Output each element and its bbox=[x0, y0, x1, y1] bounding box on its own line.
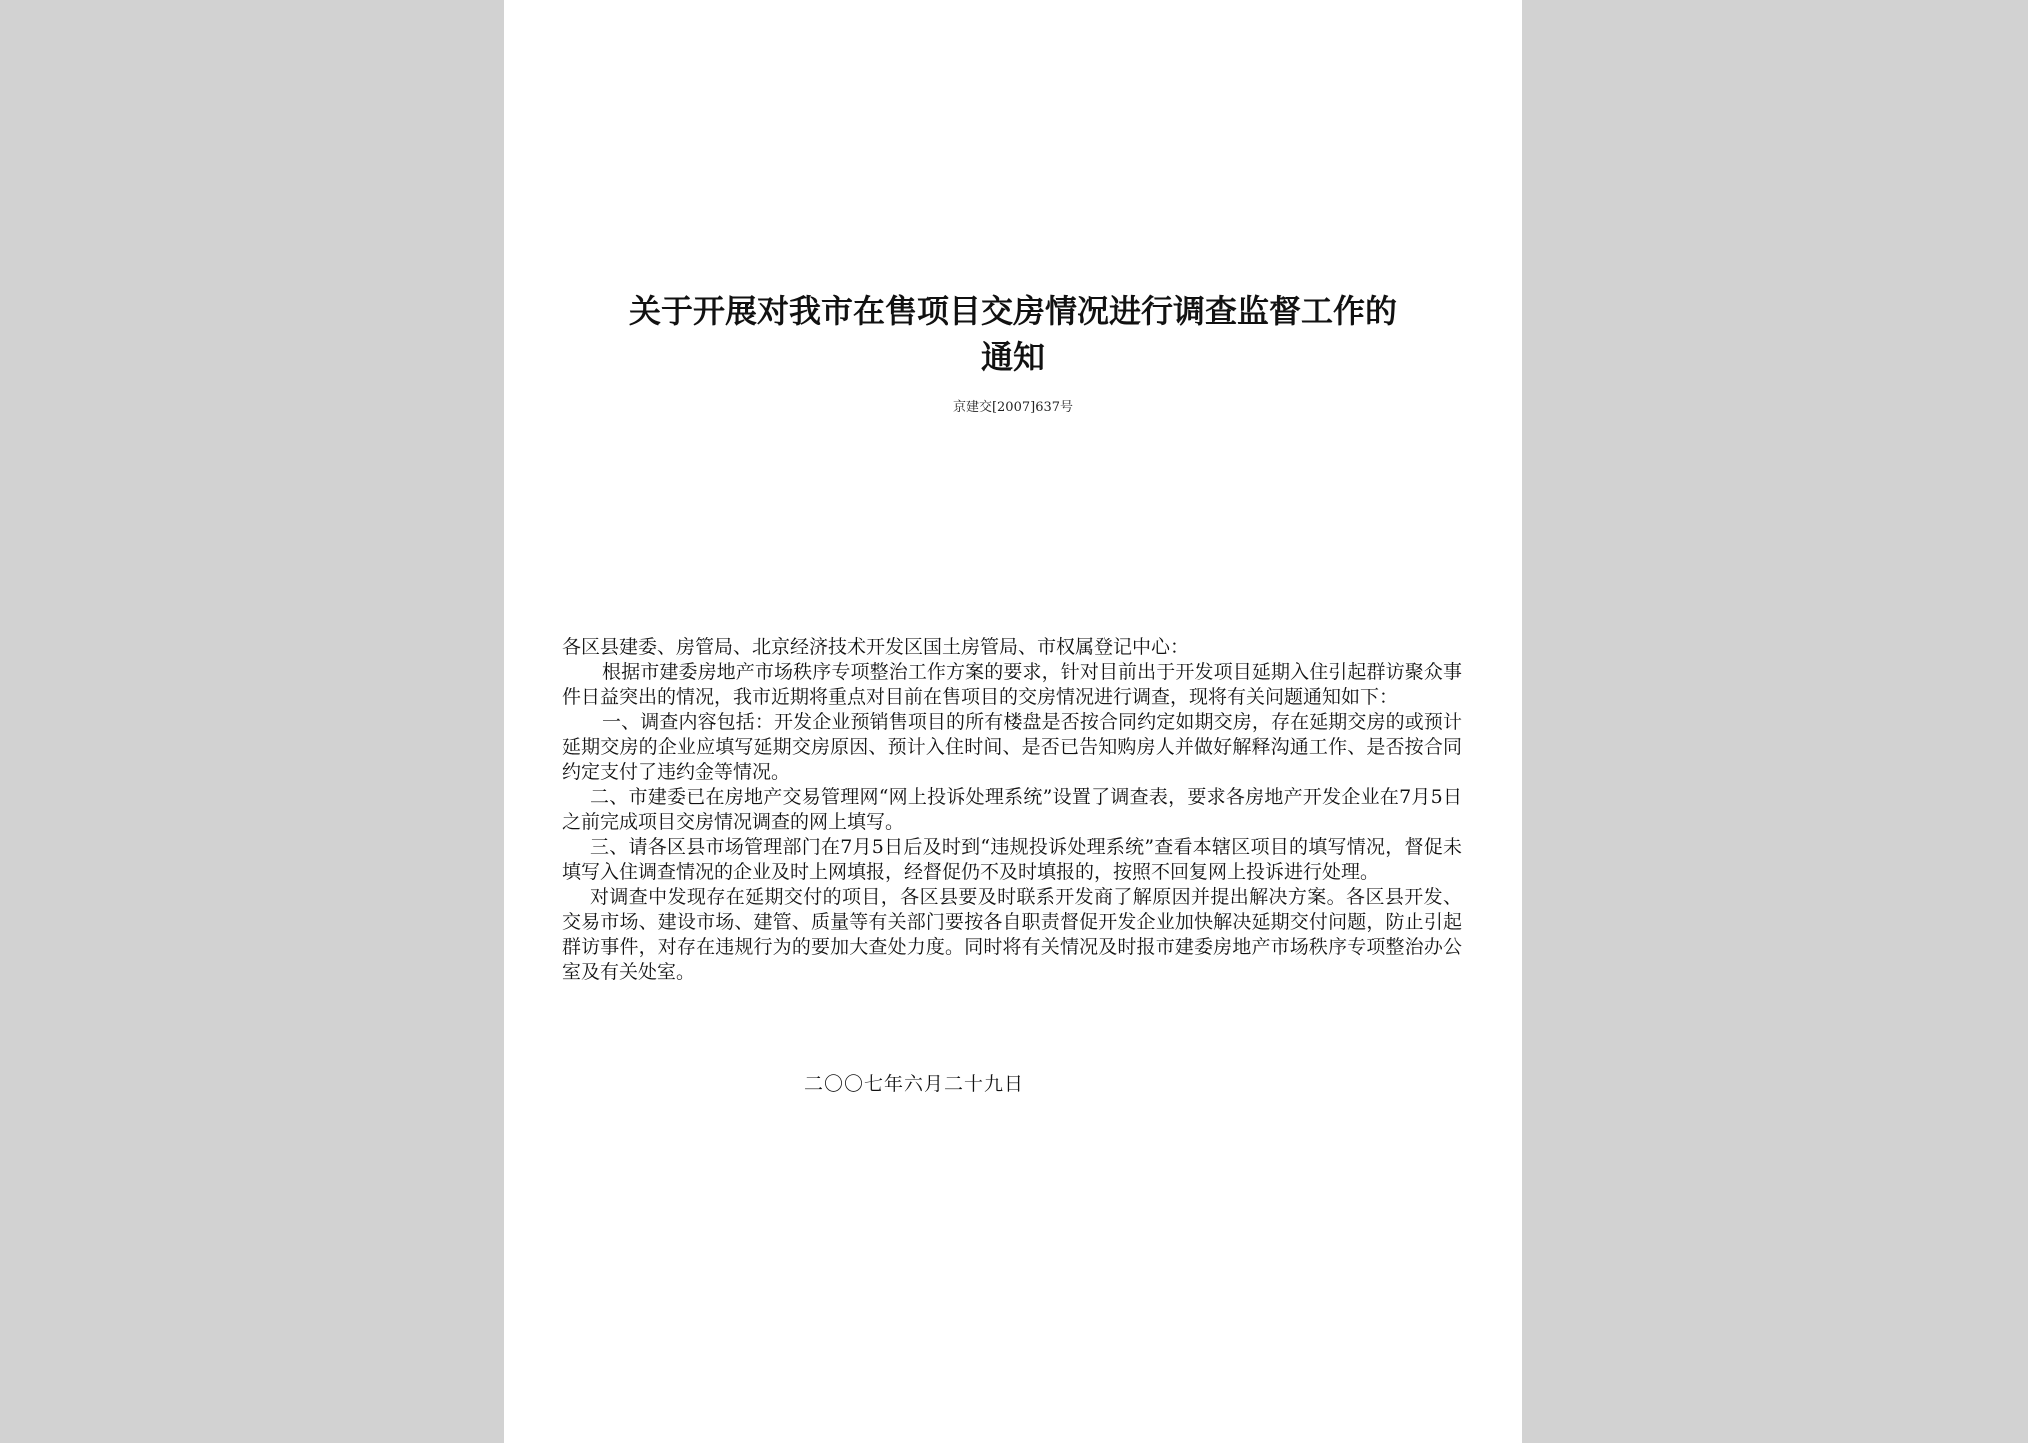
paragraph-closing: 对调查中发现存在延期交付的项目，各区县要及时联系开发商了解原因并提出解决方案。各区县开发、交易市场、建设市场、建管、质量等有关部门要按各自职责督促开发企业加快解决延期交付问题，防止引起群访事件，对存在违规行为的要加大查处力度。同时将有关情况及时报市建委房地产市场秩序专项整治办公室及有关处室。 bbox=[562, 886, 1462, 983]
paragraph-item-3: 三、请各区县市场管理部门在7月5日后及时到“违规投诉处理系统”查看本辖区项目的填写情况，督促未填写入住调查情况的企业及时上网填报，经督促仍不及时填报的，按照不回复网上投诉进行处理。 bbox=[562, 836, 1462, 883]
document-title bbox=[544, 288, 1482, 380]
document-page bbox=[504, 0, 1522, 1443]
paragraph-item-1: 一、调查内容包括：开发企业预销售项目的所有楼盘是否按合同约定如期交房，存在延期交房的或预计延期交房的企业应填写延期交房原因、预计入住时间、是否已告知购房人并做好解释沟通工作、是否按合同约定支付了违约金等情况。 bbox=[562, 711, 1462, 783]
title-line-1: 关于开展对我市在售项目交房情况进行调查监督工作的 bbox=[628, 292, 1397, 330]
paragraph-item-2: 二、市建委已在房地产交易管理网“网上投诉处理系统”设置了调查表，要求各房地产开发企业在7月5日之前完成项目交房情况调查的网上填写。 bbox=[562, 786, 1462, 833]
paragraph-intro: 根据市建委房地产市场秩序专项整治工作方案的要求，针对目前出于开发项目延期入住引起群访聚众事件日益突出的情况，我市近期将重点对目前在售项目的交房情况进行调查，现将有关问题通知如下： bbox=[562, 661, 1462, 708]
title-line-2: 通知 bbox=[980, 338, 1045, 376]
salutation: 各区县建委、房管局、北京经济技术开发区国土房管局、市权属登记中心： bbox=[562, 636, 1190, 658]
document-date: 二〇〇七年六月二十九日 bbox=[804, 1073, 1025, 1095]
document-body bbox=[562, 635, 1462, 985]
document-number: 京建交[2007]637号 bbox=[952, 400, 1074, 415]
